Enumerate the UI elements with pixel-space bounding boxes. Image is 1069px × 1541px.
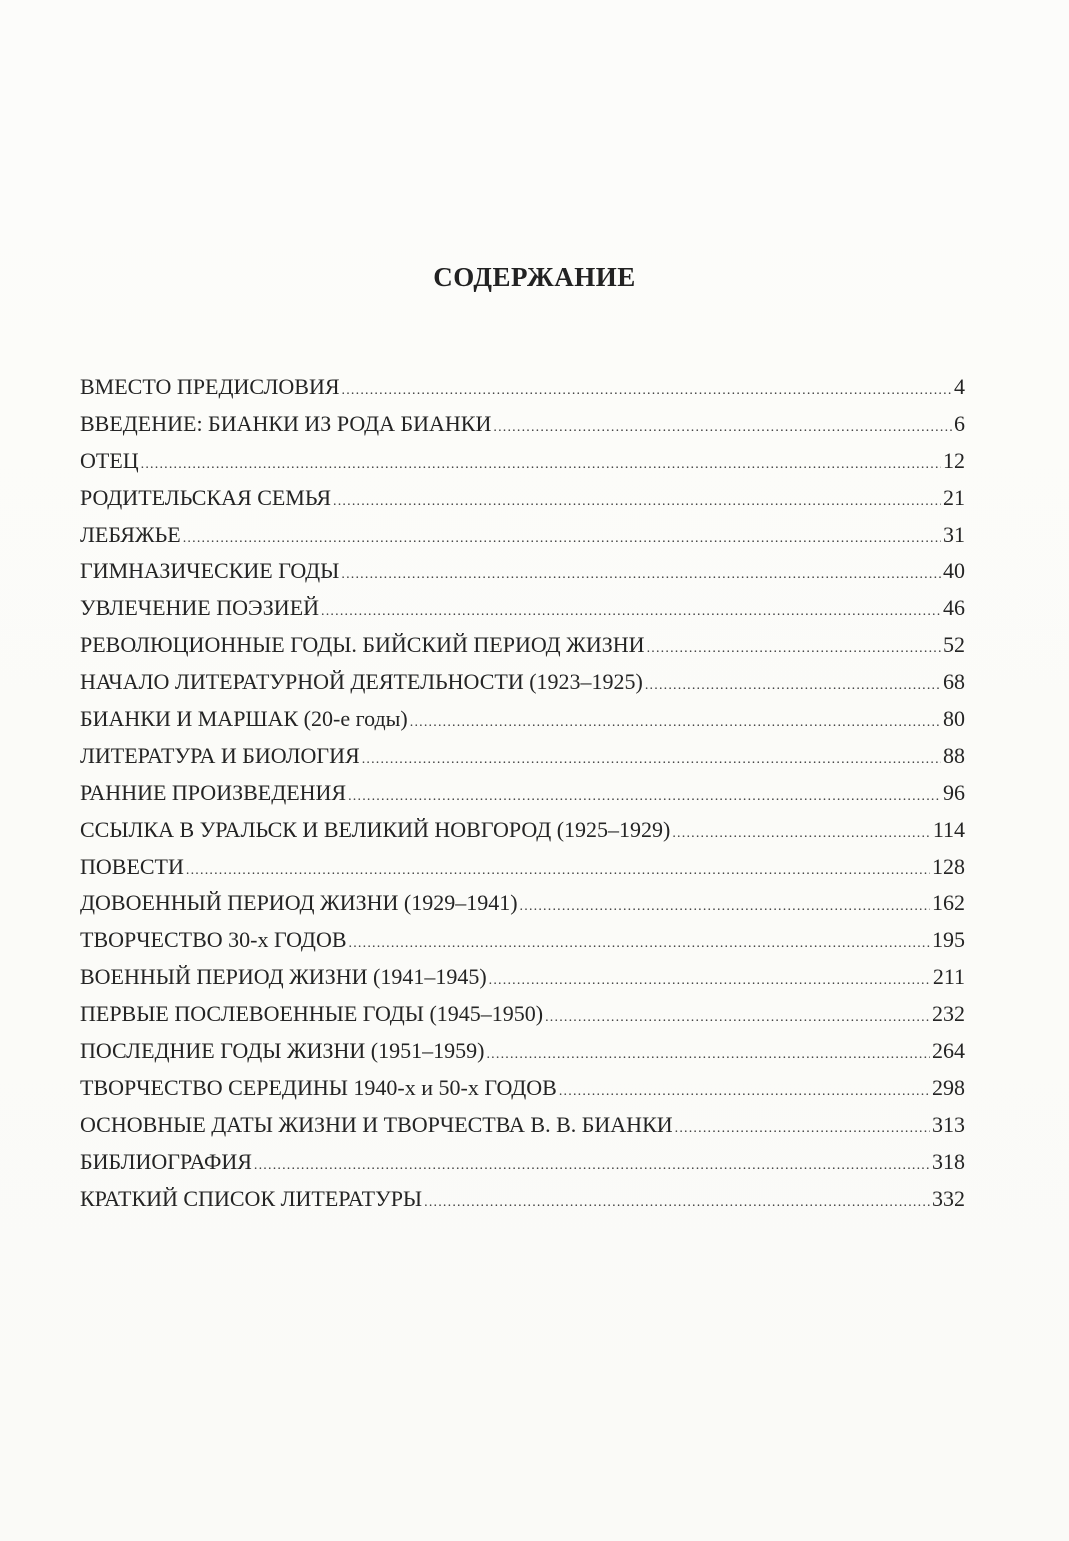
toc-entry-title: ТВОРЧЕСТВО 30-х ГОДОВ bbox=[80, 927, 347, 953]
toc-entry-page-number: 318 bbox=[932, 1148, 965, 1174]
toc-dot-leader bbox=[333, 494, 941, 510]
toc-entry bbox=[80, 1075, 965, 1112]
toc-entry bbox=[80, 854, 965, 891]
toc-entry bbox=[80, 743, 965, 780]
toc-entry-page-number: 68 bbox=[943, 669, 965, 695]
toc-entry-page-number: 6 bbox=[954, 410, 965, 436]
toc-dot-leader bbox=[141, 457, 941, 473]
toc-entry-page-number: 4 bbox=[954, 374, 965, 399]
toc-entry-title: ОСНОВНЫЕ ДАТЫ ЖИЗНИ И ТВОРЧЕСТВА В. В. БИАНКИ bbox=[80, 1111, 673, 1137]
toc-entry bbox=[80, 558, 965, 595]
toc-entry bbox=[80, 1186, 965, 1223]
toc-entry-title: ПОСЛЕДНИЕ ГОДЫ ЖИЗНИ (1951–1959) bbox=[80, 1038, 485, 1064]
toc-entry-title: ССЫЛКА В УРАЛЬСК И ВЕЛИКИЙ НОВГОРОД (1925–1929) bbox=[80, 816, 671, 842]
toc-entry-page-number: 162 bbox=[932, 890, 965, 916]
toc-entry-title: ПЕРВЫЕ ПОСЛЕВОЕННЫЕ ГОДЫ (1945–1950) bbox=[80, 1001, 544, 1027]
toc-entry-title: ОТЕЦ bbox=[80, 447, 139, 473]
toc-entry-title: ДОВОЕННЫЙ ПЕРИОД ЖИЗНИ (1929–1941) bbox=[80, 890, 518, 916]
toc-dot-leader bbox=[520, 899, 930, 915]
toc-dot-leader bbox=[186, 863, 930, 879]
toc-entry-title: ВМЕСТО ПРЕДИСЛОВИЯ bbox=[80, 374, 340, 399]
toc-entry-title: ВВЕДЕНИЕ: БИАНКИ ИЗ РОДА БИАНКИ bbox=[80, 410, 492, 436]
toc-entry-title: РАННИЕ ПРОИЗВЕДЕНИЯ bbox=[80, 779, 347, 805]
toc-entry bbox=[80, 706, 965, 743]
toc-dot-leader bbox=[321, 604, 941, 620]
toc-dot-leader bbox=[410, 715, 941, 731]
toc-entry-page-number: 313 bbox=[932, 1111, 965, 1137]
toc-entry-title: РОДИТЕЛЬСКАЯ СЕМЬЯ bbox=[80, 484, 332, 510]
toc-entry-page-number: 52 bbox=[943, 632, 965, 658]
toc-dot-leader bbox=[559, 1084, 930, 1100]
toc-entry bbox=[80, 632, 965, 669]
toc-dot-leader bbox=[486, 1047, 930, 1063]
toc-dot-leader bbox=[647, 641, 941, 657]
table-of-contents bbox=[80, 374, 965, 1222]
toc-entry bbox=[80, 448, 965, 485]
toc-entry bbox=[80, 964, 965, 1001]
toc-entry-page-number: 88 bbox=[943, 742, 965, 768]
toc-entry-title: УВЛЕЧЕНИЕ ПОЭЗИЕЙ bbox=[80, 595, 320, 621]
toc-dot-leader bbox=[672, 826, 930, 842]
toc-entry-page-number: 298 bbox=[932, 1074, 965, 1100]
toc-dot-leader bbox=[424, 1195, 930, 1211]
toc-dot-leader bbox=[342, 383, 952, 399]
toc-entry-page-number: 232 bbox=[932, 1001, 965, 1027]
toc-entry-page-number: 21 bbox=[943, 484, 965, 510]
toc-entry-page-number: 80 bbox=[943, 706, 965, 732]
toc-entry bbox=[80, 1112, 965, 1149]
toc-dot-leader bbox=[645, 678, 941, 694]
toc-entry-title: ЛИТЕРАТУРА И БИОЛОГИЯ bbox=[80, 742, 360, 768]
toc-entry-page-number: 128 bbox=[932, 853, 965, 879]
toc-dot-leader bbox=[362, 752, 941, 768]
toc-entry bbox=[80, 1038, 965, 1075]
toc-entry-page-number: 195 bbox=[932, 927, 965, 953]
toc-dot-leader bbox=[493, 420, 952, 436]
toc-entry bbox=[80, 890, 965, 927]
toc-dot-leader bbox=[545, 1010, 930, 1026]
toc-dot-leader bbox=[675, 1121, 930, 1137]
toc-dot-leader bbox=[254, 1158, 930, 1174]
toc-entry-title: БИБЛИОГРАФИЯ bbox=[80, 1148, 252, 1174]
toc-entry-title: ГИМНАЗИЧЕСКИЕ ГОДЫ bbox=[80, 558, 340, 584]
toc-entry-title: ТВОРЧЕСТВО СЕРЕДИНЫ 1940-х и 50-х ГОДОВ bbox=[80, 1074, 557, 1100]
toc-entry-title: ВОЕННЫЙ ПЕРИОД ЖИЗНИ (1941–1945) bbox=[80, 964, 487, 990]
toc-dot-leader bbox=[349, 936, 930, 952]
toc-entry bbox=[80, 927, 965, 964]
toc-entry-title: РЕВОЛЮЦИОННЫЕ ГОДЫ. БИЙСКИЙ ПЕРИОД ЖИЗНИ bbox=[80, 632, 645, 658]
toc-entry bbox=[80, 411, 965, 448]
toc-entry-title: КРАТКИЙ СПИСОК ЛИТЕРАТУРЫ bbox=[80, 1185, 423, 1211]
toc-dot-leader bbox=[341, 567, 941, 583]
toc-dot-leader bbox=[348, 789, 941, 805]
toc-entry-page-number: 31 bbox=[943, 521, 965, 547]
toc-entry-page-number: 46 bbox=[943, 595, 965, 621]
toc-entry-title: НАЧАЛО ЛИТЕРАТУРНОЙ ДЕЯТЕЛЬНОСТИ (1923–1925) bbox=[80, 669, 643, 695]
toc-entry-title: ПОВЕСТИ bbox=[80, 853, 184, 879]
toc-entry-title: ЛЕБЯЖЬЕ bbox=[80, 521, 181, 547]
toc-entry-page-number: 40 bbox=[943, 558, 965, 584]
toc-dot-leader bbox=[489, 973, 931, 989]
toc-dot-leader bbox=[183, 531, 941, 547]
toc-entry bbox=[80, 780, 965, 817]
toc-entry bbox=[80, 817, 965, 854]
toc-entry-page-number: 96 bbox=[943, 779, 965, 805]
toc-entry bbox=[80, 669, 965, 706]
toc-entry-title: БИАНКИ И МАРШАК (20-е годы) bbox=[80, 706, 408, 732]
toc-heading: СОДЕРЖАНИЕ bbox=[433, 262, 636, 292]
toc-entry bbox=[80, 595, 965, 632]
toc-entry bbox=[80, 1001, 965, 1038]
toc-entry-page-number: 211 bbox=[932, 964, 965, 990]
toc-entry-page-number: 12 bbox=[943, 447, 965, 473]
toc-entry bbox=[80, 374, 965, 411]
toc-entry-page-number: 114 bbox=[932, 816, 965, 842]
toc-entry bbox=[80, 1149, 965, 1186]
toc-entry-page-number: 264 bbox=[932, 1038, 965, 1064]
toc-entry-page-number: 332 bbox=[932, 1185, 965, 1211]
toc-entry bbox=[80, 522, 965, 559]
toc-entry bbox=[80, 485, 965, 522]
